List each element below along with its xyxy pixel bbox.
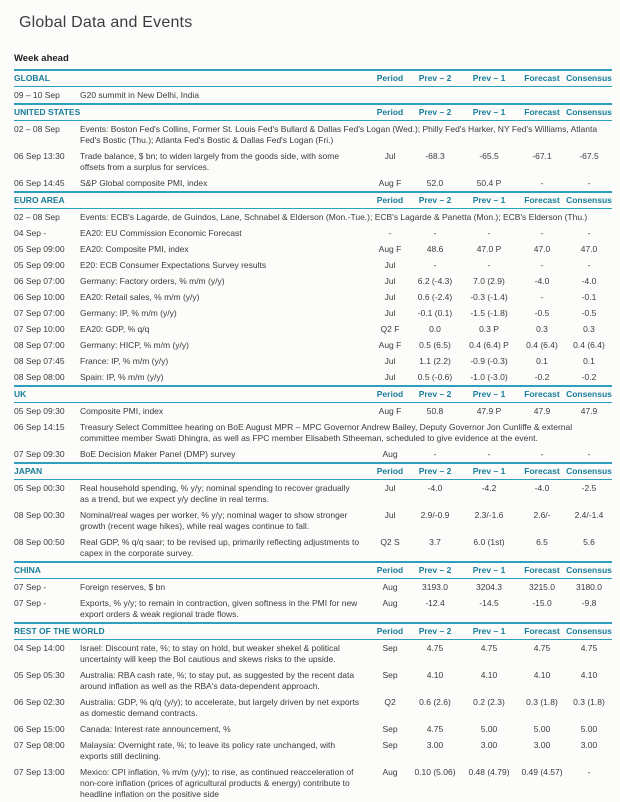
row-date: 08 Sep 00:50 — [14, 536, 65, 547]
row-value-consensus: 3.00 — [580, 739, 598, 750]
row-value-consensus: - — [587, 259, 591, 270]
row-value-prev-1: -4.2 — [481, 482, 497, 493]
row-value-period: Jul — [384, 371, 396, 382]
column-header-period: Period — [376, 389, 404, 399]
row-value-forecast: 5.00 — [533, 723, 551, 734]
row-description: Germany: IP, % m/m (y/y) — [80, 307, 177, 318]
row-date: 09 – 10 Sep — [14, 89, 60, 100]
table-row — [14, 595, 612, 622]
table-row — [14, 369, 612, 385]
table-row — [14, 353, 612, 369]
row-value-prev-2: -0.1 (0.1) — [417, 307, 453, 318]
section-title: UK — [14, 389, 27, 399]
column-header-prev-2: Prev – 2 — [418, 565, 452, 575]
row-value-prev-2: 2.9/-0.9 — [420, 509, 450, 520]
row-description: Germany: Factory orders, % m/m (y/y) — [80, 275, 225, 286]
page-title: Global Data and Events — [19, 14, 193, 31]
table-row — [14, 534, 612, 561]
row-date: 07 Sep 09:30 — [14, 448, 65, 459]
row-value-prev-1: 0.3 P — [479, 323, 499, 334]
row-value-forecast: - — [540, 227, 544, 238]
row-value-prev-2: 4.75 — [426, 723, 444, 734]
column-header-forecast: Forecast — [524, 389, 560, 399]
row-value-period: Aug F — [378, 177, 402, 188]
row-value-forecast: - — [540, 291, 544, 302]
row-value-prev-1: 4.10 — [480, 669, 498, 680]
row-value-period: Aug — [382, 581, 398, 592]
column-header-prev-1: Prev – 1 — [472, 73, 506, 83]
row-date: 05 Sep 09:30 — [14, 405, 65, 416]
row-value-prev-2: -68.3 — [425, 150, 445, 161]
row-value-prev-2: 52.0 — [426, 177, 444, 188]
row-value-consensus: 0.3 (1.8) — [573, 696, 605, 707]
table-row — [14, 667, 612, 694]
column-header-forecast: Forecast — [524, 73, 560, 83]
section-title: GLOBAL — [14, 73, 50, 83]
row-value-forecast: 4.75 — [533, 642, 551, 653]
row-value-prev-2: 1.1 (2.2) — [419, 355, 451, 366]
row-value-consensus: 5.00 — [580, 723, 598, 734]
row-value-period: Jul — [384, 482, 396, 493]
column-header-consensus: Consensus — [566, 565, 612, 575]
column-header-consensus: Consensus — [566, 626, 612, 636]
section-title: REST OF THE WORLD — [14, 626, 105, 636]
column-header-prev-2: Prev – 2 — [418, 466, 452, 476]
row-description: Foreign reserves, $ bn — [80, 581, 166, 592]
row-value-forecast: - — [540, 177, 544, 188]
row-date: 05 Sep 00:30 — [14, 482, 65, 493]
row-value-forecast: 0.3 — [536, 323, 548, 334]
row-value-forecast: -15.0 — [532, 597, 552, 608]
table-row — [14, 337, 612, 353]
table-row — [14, 225, 612, 241]
column-header-consensus: Consensus — [566, 73, 612, 83]
table-row — [14, 121, 612, 148]
row-value-period: Sep — [382, 669, 398, 680]
row-description: Trade balance, $ bn; to widen largely from the goods side, with some offsets from a surplus for services. — [80, 150, 340, 172]
section-header-rest-of-the-world — [14, 622, 612, 640]
row-date: 05 Sep 09:00 — [14, 259, 65, 270]
row-value-prev-1: 0.2 (2.3) — [473, 696, 505, 707]
row-value-forecast: 0.3 (1.8) — [526, 696, 558, 707]
row-value-prev-2: 0.6 (-2.4) — [417, 291, 453, 302]
row-description: Spain: IP, % m/m (y/y) — [80, 371, 164, 382]
row-value-prev-1: 50.4 P — [476, 177, 502, 188]
row-value-period: Q2 F — [380, 323, 400, 334]
week-ahead-label: Week ahead — [14, 53, 69, 64]
row-value-forecast: -4.0 — [534, 275, 550, 286]
column-header-consensus: Consensus — [566, 466, 612, 476]
row-value-period: Q2 — [384, 696, 396, 707]
row-date: 07 Sep - — [14, 581, 47, 592]
row-value-prev-1: 0.4 (6.4) P — [469, 339, 509, 350]
column-header-forecast: Forecast — [524, 195, 560, 205]
row-date: 08 Sep 00:30 — [14, 509, 65, 520]
row-value-prev-2: 0.0 — [429, 323, 441, 334]
row-value-prev-2: - — [433, 259, 437, 270]
row-value-consensus: 3180.0 — [576, 581, 602, 592]
row-value-forecast: 47.0 — [533, 243, 551, 254]
column-header-prev-1: Prev – 1 — [472, 466, 506, 476]
table-row — [14, 289, 612, 305]
table-row — [14, 721, 612, 737]
row-date: 07 Sep 10:00 — [14, 323, 65, 334]
row-description: EA20: EU Commission Economic Forecast — [80, 227, 242, 238]
row-value-period: Aug — [382, 597, 398, 608]
row-value-period: Aug — [382, 448, 398, 459]
row-description: Germany: HICP, % m/m (y/y) — [80, 339, 189, 350]
row-value-consensus: -0.1 — [581, 291, 597, 302]
row-value-period: Jul — [384, 291, 396, 302]
row-value-consensus: -2.5 — [581, 482, 597, 493]
row-description: Israel: Discount rate, %; to stay on hold, but weaker shekel & political uncertainty will keep the BoI cautious and skews risks to the upside. — [80, 642, 340, 664]
row-date: 06 Sep 07:00 — [14, 275, 65, 286]
row-value-prev-1: -0.3 (-1.4) — [470, 291, 508, 302]
column-header-consensus: Consensus — [566, 389, 612, 399]
row-value-prev-2: 0.5 (6.5) — [419, 339, 451, 350]
row-value-consensus: -0.5 — [581, 307, 597, 318]
row-value-consensus: 47.0 — [580, 243, 598, 254]
row-value-forecast: -0.5 — [534, 307, 550, 318]
row-value-consensus: 4.75 — [580, 642, 598, 653]
row-description: Australia: GDP, % q/q (y/y); to accelerate, but largely driven by net exports as domestic demand contracts. — [80, 696, 360, 718]
row-value-forecast: 0.4 (6.4) — [526, 339, 558, 350]
row-value-consensus: 0.4 (6.4) — [573, 339, 605, 350]
table-row — [14, 446, 612, 462]
row-value-prev-2: 0.10 (5.06) — [414, 766, 456, 777]
row-value-consensus: -4.0 — [581, 275, 597, 286]
row-description: France: IP, % m/m (y/y) — [80, 355, 169, 366]
column-header-prev-2: Prev – 2 — [418, 195, 452, 205]
column-header-prev-1: Prev – 1 — [472, 626, 506, 636]
row-value-prev-1: -0.9 (-0.3) — [470, 355, 508, 366]
column-header-consensus: Consensus — [566, 107, 612, 117]
row-date: 04 Sep - — [14, 227, 47, 238]
table-row — [14, 148, 612, 175]
row-value-consensus: - — [587, 177, 591, 188]
row-description: Nominal/real wages per worker, % y/y; nominal wager to show stronger growth (recent wage hikes), while real wages continue to fall. — [80, 509, 348, 531]
row-value-consensus: - — [587, 448, 591, 459]
row-date: 07 Sep - — [14, 597, 47, 608]
table-row — [14, 694, 612, 721]
row-value-period: Q2 S — [380, 536, 400, 547]
column-header-prev-1: Prev – 1 — [472, 565, 506, 575]
column-header-forecast: Forecast — [524, 466, 560, 476]
section-title: JAPAN — [14, 466, 43, 476]
row-description: E20: ECB Consumer Expectations Survey results — [80, 259, 267, 270]
table-row — [14, 175, 612, 191]
column-header-forecast: Forecast — [524, 626, 560, 636]
row-value-consensus: - — [587, 227, 591, 238]
row-value-prev-1: 3.00 — [480, 739, 498, 750]
events-table — [14, 69, 612, 802]
row-value-consensus: 5.6 — [583, 536, 595, 547]
row-value-prev-1: -1.0 (-3.0) — [470, 371, 508, 382]
row-value-period: Aug F — [378, 243, 402, 254]
table-row — [14, 764, 612, 802]
row-value-prev-1: 47.0 P — [476, 243, 502, 254]
row-value-prev-2: 6.2 (-4.3) — [417, 275, 453, 286]
row-value-prev-2: 0.5 (-0.6) — [417, 371, 453, 382]
row-value-forecast: - — [540, 259, 544, 270]
section-title: CHINA — [14, 565, 41, 575]
row-value-prev-1: -14.5 — [479, 597, 499, 608]
row-value-prev-1: 4.75 — [480, 642, 498, 653]
row-value-prev-2: 3193.0 — [422, 581, 448, 592]
row-value-forecast: 2.6/- — [533, 509, 551, 520]
row-value-prev-2: 3.00 — [426, 739, 444, 750]
row-value-prev-1: 0.48 (4.79) — [468, 766, 510, 777]
column-header-forecast: Forecast — [524, 107, 560, 117]
row-date: 06 Sep 13:30 — [14, 150, 65, 161]
table-row — [14, 257, 612, 273]
row-date: 06 Sep 15:00 — [14, 723, 65, 734]
column-header-consensus: Consensus — [566, 195, 612, 205]
row-date: 06 Sep 02:30 — [14, 696, 65, 707]
table-row — [14, 419, 612, 446]
table-row — [14, 507, 612, 534]
row-value-prev-1: 2.3/-1.6 — [474, 509, 504, 520]
row-value-consensus: 0.3 — [583, 323, 595, 334]
row-value-period: Aug F — [378, 405, 402, 416]
row-value-period: Aug — [382, 766, 398, 777]
row-description: BoE Decision Maker Panel (DMP) survey — [80, 448, 236, 459]
table-row — [14, 640, 612, 667]
row-value-period: Jul — [384, 307, 396, 318]
column-header-period: Period — [376, 466, 404, 476]
section-header-uk — [14, 385, 612, 403]
row-value-consensus: -67.5 — [579, 150, 599, 161]
row-value-period: Jul — [384, 150, 396, 161]
row-description: Real household spending, % y/y; nominal spending to recover gradually as a trend, but we expect y/y decline in real terms. — [80, 482, 350, 504]
row-description: Events: ECB's Lagarde, de Guindos, Lane, Schnabel & Elderson (Mon.-Tue.); ECB's Lagarde & Panetta (Mon.); ECB's Elderson (Thu.) — [80, 211, 588, 222]
row-value-period: Jul — [384, 509, 396, 520]
row-value-consensus: 0.1 — [583, 355, 595, 366]
row-date: 05 Sep 09:00 — [14, 243, 65, 254]
row-description: Mexico: CPI inflation, % m/m (y/y); to rise, as continued reacceleration of non-core inflation (prices of agricultural products & energy) contribute to headline inflation on the positive side — [80, 766, 354, 799]
row-value-period: Sep — [382, 642, 398, 653]
row-value-prev-2: 48.6 — [426, 243, 444, 254]
row-description: Treasury Select Committee hearing on BoE August MPR – MPC Governor Andrew Bailey, Deputy Governor Jon Cunliffe & external committee member Swati Dhingra, as well as FPC member Elisabeth Stheeman, scheduled to give evidence at the event. — [80, 421, 573, 443]
row-date: 02 – 08 Sep — [14, 211, 60, 222]
row-description: Malaysia: Overnight rate, %; to leave its policy rate unchanged, with exports still declining. — [80, 739, 336, 761]
row-description: EA20: Retail sales, % m/m (y/y) — [80, 291, 200, 302]
row-value-prev-2: 4.75 — [426, 642, 444, 653]
row-value-period: Jul — [384, 275, 396, 286]
row-description: EA20: GDP, % q/q — [80, 323, 150, 334]
row-value-forecast: -67.1 — [532, 150, 552, 161]
section-header-global — [14, 69, 612, 87]
row-value-prev-1: 47.9 P — [476, 405, 502, 416]
section-header-united-states — [14, 103, 612, 121]
table-row — [14, 273, 612, 289]
column-header-period: Period — [376, 565, 404, 575]
row-value-forecast: 3215.0 — [529, 581, 555, 592]
row-value-forecast: -4.0 — [534, 482, 550, 493]
section-title: EURO AREA — [14, 195, 65, 205]
section-header-japan — [14, 462, 612, 480]
row-value-prev-1: 6.0 (1st) — [473, 536, 505, 547]
section-header-china — [14, 561, 612, 579]
table-row — [14, 305, 612, 321]
row-date: 06 Sep 14:15 — [14, 421, 65, 432]
table-row — [14, 321, 612, 337]
column-header-prev-1: Prev – 1 — [472, 195, 506, 205]
row-date: 08 Sep 08:00 — [14, 371, 65, 382]
row-date: 06 Sep 14:45 — [14, 177, 65, 188]
row-value-consensus: 47.9 — [580, 405, 598, 416]
row-date: 07 Sep 08:00 — [14, 739, 65, 750]
table-row — [14, 480, 612, 507]
row-value-consensus: 4.10 — [580, 669, 598, 680]
row-value-consensus: -9.8 — [581, 597, 597, 608]
row-value-consensus: 2.4/-1.4 — [574, 509, 604, 520]
row-value-period: - — [388, 227, 392, 238]
table-row — [14, 241, 612, 257]
row-description: EA20: Composite PMI, index — [80, 243, 189, 254]
row-value-forecast: -0.2 — [534, 371, 550, 382]
row-date: 08 Sep 07:45 — [14, 355, 65, 366]
row-value-prev-1: 3204.3 — [476, 581, 502, 592]
column-header-period: Period — [376, 195, 404, 205]
row-value-forecast: 3.00 — [533, 739, 551, 750]
row-description: Composite PMI, index — [80, 405, 164, 416]
row-description: Real GDP, % q/q saar; to be revised up, primarily reflecting adjustments to capex in the corporate survey. — [80, 536, 360, 558]
row-value-prev-2: - — [433, 227, 437, 238]
row-value-period: Aug F — [378, 339, 402, 350]
row-value-prev-2: - — [433, 448, 437, 459]
row-value-prev-1: - — [487, 448, 491, 459]
table-row — [14, 737, 612, 764]
column-header-prev-1: Prev – 1 — [472, 389, 506, 399]
row-description: Canada: Interest rate announcement, % — [80, 723, 231, 734]
column-header-period: Period — [376, 73, 404, 83]
row-value-period: Sep — [382, 723, 398, 734]
row-description: Exports, % y/y; to remain in contraction, given softness in the PMI for new export orders & weak regional trade flows. — [80, 597, 358, 619]
row-value-prev-1: -1.5 (-1.8) — [470, 307, 508, 318]
row-description: S&P Global composite PMI, index — [80, 177, 208, 188]
row-value-forecast: 0.1 — [536, 355, 548, 366]
row-value-prev-1: -65.5 — [479, 150, 499, 161]
row-value-prev-2: 0.6 (2.6) — [419, 696, 451, 707]
row-description: Australia: RBA cash rate, %; to stay put, as suggested by the recent data around inflation as well as the RBA's data-dependent approach. — [80, 669, 355, 691]
row-description: Events: Boston Fed's Collins, Former St. Louis Fed's Bullard & Dallas Fed's Logan (Wed.); Philly Fed's Harker, NY Fed's Williams, Atlanta Fed's Bostic (Thu.); Atlanta Fed's Bostic & Dallas Fed's Logan (Fri.) — [80, 123, 598, 145]
column-header-period: Period — [376, 107, 404, 117]
row-value-prev-2: -4.0 — [427, 482, 443, 493]
row-value-prev-2: 4.10 — [426, 669, 444, 680]
table-row — [14, 579, 612, 595]
column-header-prev-2: Prev – 2 — [418, 73, 452, 83]
row-value-period: Jul — [384, 259, 396, 270]
table-row — [14, 209, 612, 225]
column-header-period: Period — [376, 626, 404, 636]
row-description: G20 summit in New Delhi, India — [80, 89, 200, 100]
row-date: 08 Sep 07:00 — [14, 339, 65, 350]
section-header-euro-area — [14, 191, 612, 209]
table-row — [14, 403, 612, 419]
row-value-forecast: - — [540, 448, 544, 459]
column-header-prev-2: Prev – 2 — [418, 626, 452, 636]
row-date: 07 Sep 07:00 — [14, 307, 65, 318]
row-value-forecast: 6.5 — [536, 536, 548, 547]
column-header-prev-2: Prev – 2 — [418, 389, 452, 399]
row-date: 05 Sep 05:30 — [14, 669, 65, 680]
table-row — [14, 87, 612, 103]
row-value-prev-1: 7.0 (2.9) — [473, 275, 505, 286]
row-value-prev-2: 3.7 — [429, 536, 441, 547]
row-value-period: Jul — [384, 355, 396, 366]
row-value-consensus: -0.2 — [581, 371, 597, 382]
row-date: 04 Sep 14:00 — [14, 642, 65, 653]
row-value-prev-2: -12.4 — [425, 597, 445, 608]
row-date: 06 Sep 10:00 — [14, 291, 65, 302]
column-header-prev-1: Prev – 1 — [472, 107, 506, 117]
row-value-prev-1: - — [487, 259, 491, 270]
row-value-prev-1: 5.00 — [480, 723, 498, 734]
row-value-period: Sep — [382, 739, 398, 750]
column-header-prev-2: Prev – 2 — [418, 107, 452, 117]
row-date: 07 Sep 13:00 — [14, 766, 65, 777]
row-value-consensus: - — [587, 766, 591, 777]
column-header-forecast: Forecast — [524, 565, 560, 575]
row-value-forecast: 0.49 (4.57) — [521, 766, 563, 777]
row-value-forecast: 47.9 — [533, 405, 551, 416]
row-date: 02 – 08 Sep — [14, 123, 60, 134]
row-value-forecast: 4.10 — [533, 669, 551, 680]
row-value-prev-2: 50.8 — [426, 405, 444, 416]
section-title: UNITED STATES — [14, 107, 81, 117]
row-value-prev-1: - — [487, 227, 491, 238]
